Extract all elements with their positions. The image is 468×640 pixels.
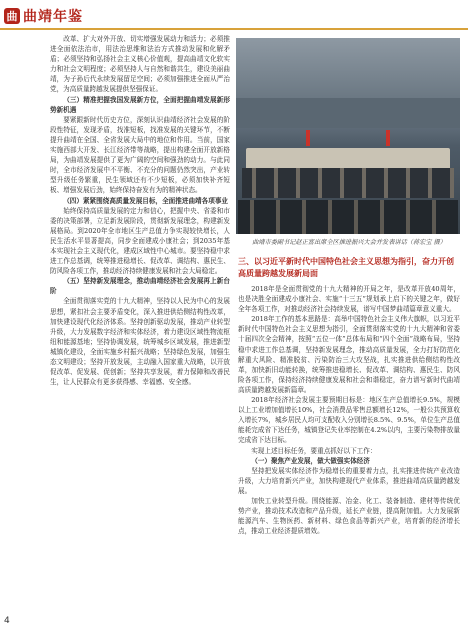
paragraph: 始终保持高质量发展的定力和信心，把握中央、省委和市委的决策部署，立足新发展阶段，贯彻新发展理念，构建新发展格局。到2020年全市地区生产总值力争实现较快增长，人民生活水平显著提高，同步全面建成小康社会；到2035年基本实现社会主义现代化，建成区域性中心城市。要坚持稳中求进工作总基调，统筹推进稳增长、促改革、调结构、惠民生、防风险各项工作，推动经济持续健康发展和社会大局稳定。	[50, 206, 230, 276]
paragraph: 2018年是全面贯彻党的十九大精神的开局之年，是改革开放40周年，也是决胜全面建成小康社会、实施“十三五”规划承上启下的关键之年，做好全年各项工作，对推动经济社会持续发展，谱写中国梦曲靖篇章意义重大。	[238, 285, 460, 314]
subheading: （三）精准把握我国发展新方位，全面把握曲靖发展新形势新机遇	[50, 95, 230, 114]
photo-banner	[236, 38, 460, 98]
page-number: 4	[4, 616, 10, 626]
photo-flag	[306, 130, 310, 146]
paragraph: 要紧跟新时代历史方位，深刻认识曲靖经济社会发展的阶段性特征，发现矛盾，找准短板，找准发展的关键环节，不断提升曲靖在全国、全省发展大局中的地位和作用。当前，国家实施西部大开发、长江经济带等战略，提出构建全面开放新格局，为曲靖发展提供了更为广阔的空间和强劲的动力。与此同时，全市经济发展中不平衡、不充分的问题仍然突出，产业转型升级任务繁重，民生领域还有不少短板，必须加快补齐短板、增强发展后劲，始终保持奋发有为的精神状态。	[50, 115, 230, 195]
paragraph: 2018年工作的基本思路是：高举中国特色社会主义伟大旗帜，以习近平新时代中国特色社会主义思想为指引，全面贯彻落实党的十九大精神和省委十届四次全会精神，按照“五位一体”总体布局和“四个全面”战略布局，坚持稳中求进工作总基调，坚持新发展理念，推动高质量发展，全力打好防范化解重大风险、精准脱贫、污染防治三大攻坚战，扎实推进供给侧结构性改革，加快新旧动能转换，统筹推进稳增长、促改革、调结构、惠民生、防风险各项工作，保持经济持续健康发展和社会和谐稳定，奋力谱写新时代曲靖高质量跨越发展新篇章。	[238, 315, 460, 394]
subheading: （四）紧紧围绕高质量发展目标，全面推进曲靖各项事业	[63, 196, 229, 205]
subheading: （一）聚焦产业发展，做大做强实体经济	[251, 456, 370, 465]
photo-rostrum	[246, 148, 450, 170]
photo-audience-row	[242, 168, 454, 198]
magazine-title: 曲靖年鉴	[23, 9, 83, 25]
subheading: （五）坚持新发展理念，推动曲靖经济社会发展再上新台阶	[50, 277, 230, 296]
magazine-logo-icon: 曲	[4, 8, 20, 24]
paragraph: 全面贯彻落实党的十九大精神，坚持以人民为中心的发展思想，紧扣社会主要矛盾变化，深入推进供给侧结构性改革，加快建设现代化经济体系。坚持创新驱动发展，推动产业转型升级，大力发展数字经济和实体经济，着力建设区域性物流枢纽和能源基地；坚持协调发展，统筹城乡区域发展，推进新型城镇化建设，全面实施乡村振兴战略；坚持绿色发展，加强生态文明建设；坚持开放发展，主动融入国家重大战略，以开放促改革、促发展、促创新；坚持共享发展，着力保障和改善民生，让人民群众有更多获得感、幸福感、安全感。	[50, 297, 230, 387]
photo-flag	[386, 130, 390, 146]
photo-wall	[236, 98, 460, 128]
photo-caption: 曲靖市委副书记赵正富出席全区推进振兴大会并发表讲话（蒋宏宝 摄）	[252, 239, 446, 246]
magazine-header	[0, 0, 468, 32]
paragraph: 改革、扩大对外开放、切实增强发展动力和活力；必须推进全面依法治市，用法治思维和法治方式推动发展和化解矛盾；必须坚持和弘扬社会主义核心价值观，提高曲靖文化软实力和社会文明程度；必须坚持人与自然和谐共生，建设美丽曲靖，为子孙后代永续发展留足空间；必须加强推进全面从严治党，为高质量跨越发展提供坚强保证。	[50, 35, 230, 94]
header-divider	[0, 28, 468, 30]
paragraph: 2018年经济社会发展主要预期目标是：地区生产总值增长9.5%，规模以上工业增加值增长10%，社会消费品零售总额增长12%，一般公共预算收入增长7%，城乡居民人均可支配收入分别增长8.5%、9.5%，单位生产总值能耗完成省下达任务，城镇登记失业率控制在4.2%以内，主要污染物排放量完成省下达目标。	[238, 396, 460, 445]
conference-photo	[236, 38, 460, 234]
section-heading: 三、以习近平新时代中国特色社会主义思想为指引，奋力开创高质量跨越发展新局面	[238, 257, 454, 278]
left-text-column	[50, 34, 230, 594]
paragraph: 坚持把发展实体经济作为稳增长的重要着力点，扎实推进传统产业改造升级，大力培育新兴产业，加快构建现代产业体系，推进曲靖高质量跨越发展。	[238, 466, 460, 495]
paragraph: 加快工业转型升级。围绕能源、冶金、化工、装备制造、建材等传统优势产业，推动技术改造和产品升级，延长产业链，提高附加值。大力发展新能源汽车、生物医药、新材料、绿色食品等新兴产业，培育新的经济增长点，推动工业经济提质增效。	[238, 496, 460, 536]
photo-audience-row	[238, 200, 458, 234]
paragraph: 实现上述目标任务，要重点抓好以下工作：	[251, 446, 377, 455]
right-text-column	[238, 284, 460, 594]
magazine-brand	[4, 6, 83, 26]
